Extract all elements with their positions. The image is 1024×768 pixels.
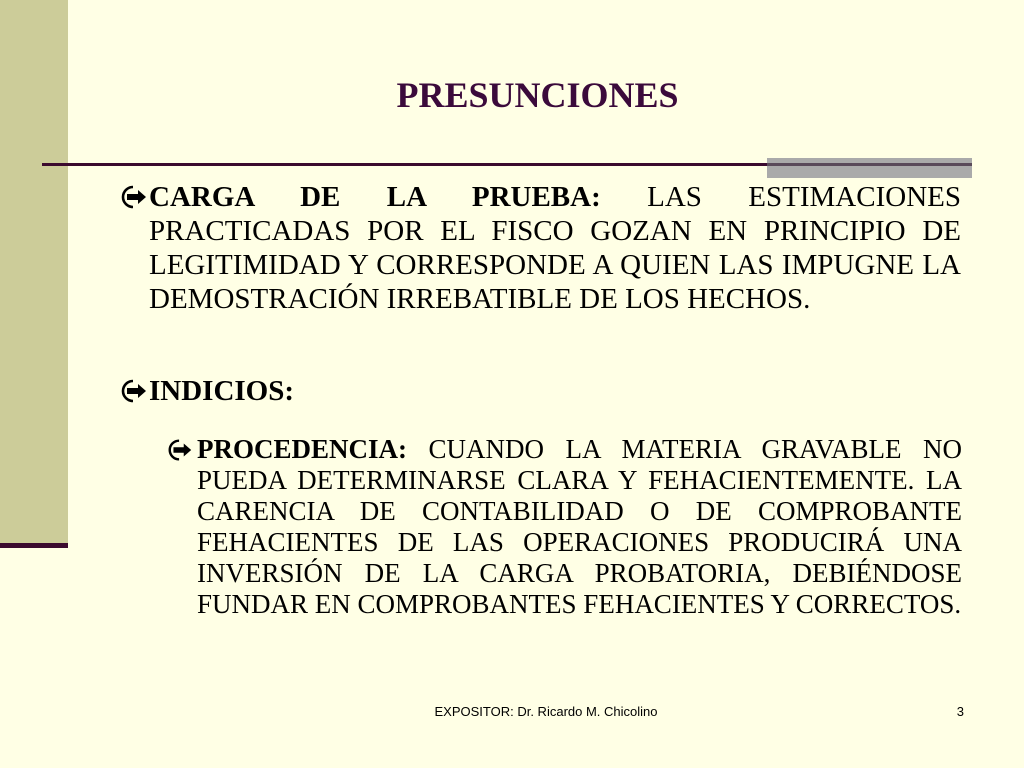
bullet-body: LAS ESTIMACIONES PRACTICADAS POR EL FISCO GOZAN EN PRINCIPIO DE LEGITIMIDAD Y CORRESPONDE A QUIEN LAS IMPUGNE LA DEMOSTRACIÓN IRREBATIBLE DE LOS HECHOS. (149, 181, 961, 315)
page-number: 3 (956, 704, 964, 719)
sub-bullet-procedencia (165, 434, 965, 620)
circled-right-arrow-icon (119, 376, 149, 406)
footer-presenter: EXPOSITOR: Dr. Ricardo M. Chicolino (434, 704, 658, 719)
bullet-label: PROCEDENCIA: (197, 434, 408, 464)
bullet-label: CARGA DE LA PRUEBA: (149, 181, 601, 213)
bullet-text (197, 434, 962, 620)
bullet-body: CUANDO LA MATERIA GRAVABLE NO PUEDA DETERMINARSE CLARA Y FEHACIENTEMENTE. LA CARENCIA DE CONTABILIDAD O DE COMPROBANTE FEHACIENTES DE LAS OPERACIONES PRODUCIRÁ UNA INVERSIÓN DE LA CARGA PROBATORIA, DEBIÉNDOSE FUNDAR EN COMPROBANTES FEHACIENTES Y CORRECTOS. (197, 434, 962, 619)
circled-right-arrow-icon (165, 436, 197, 466)
circled-right-arrow-icon (119, 182, 149, 212)
gray-bar-divider-line (767, 163, 972, 166)
bullet-text (149, 180, 961, 316)
gray-decorative-bar (767, 158, 972, 178)
left-accent-rule (0, 543, 68, 548)
bullet-carga-de-la-prueba (119, 180, 964, 316)
bullet-label: INDICIOS: (149, 375, 295, 407)
bullet-text (149, 374, 961, 408)
slide-title: PRESUNCIONES (396, 75, 679, 115)
bullet-indicios (119, 374, 964, 408)
